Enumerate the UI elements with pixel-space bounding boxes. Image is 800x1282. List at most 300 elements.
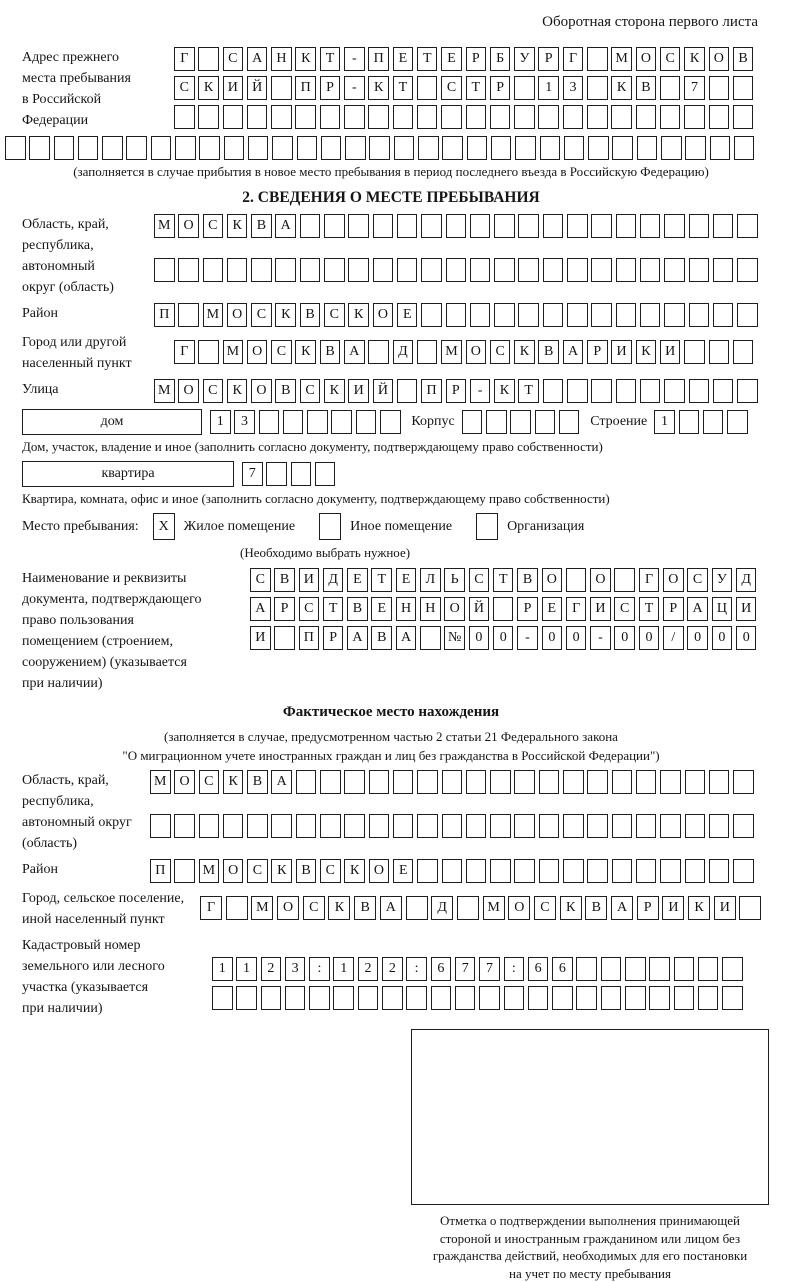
char-box[interactable]: [320, 770, 341, 794]
char-box[interactable]: С: [247, 859, 268, 883]
char-box[interactable]: [224, 136, 245, 160]
char-box[interactable]: [601, 957, 622, 981]
char-box[interactable]: К: [227, 214, 248, 238]
char-box[interactable]: 2: [261, 957, 282, 981]
char-box[interactable]: 0: [614, 626, 635, 650]
char-box[interactable]: [248, 136, 269, 160]
char-box[interactable]: [275, 258, 296, 282]
char-box[interactable]: [710, 136, 731, 160]
char-box[interactable]: Г: [174, 340, 195, 364]
char-box[interactable]: [470, 258, 491, 282]
char-box[interactable]: [576, 957, 597, 981]
char-box[interactable]: А: [687, 597, 708, 621]
char-box[interactable]: [199, 814, 220, 838]
char-box[interactable]: О: [466, 340, 487, 364]
char-box[interactable]: №: [444, 626, 465, 650]
char-box[interactable]: Р: [446, 379, 467, 403]
char-box[interactable]: К: [688, 896, 710, 920]
char-box[interactable]: [566, 568, 587, 592]
char-box[interactable]: 1: [654, 410, 675, 434]
char-box[interactable]: О: [663, 568, 684, 592]
char-box[interactable]: 7: [455, 957, 476, 981]
char-box[interactable]: [151, 136, 172, 160]
char-box[interactable]: М: [611, 47, 632, 71]
char-box[interactable]: [514, 814, 535, 838]
char-box[interactable]: [333, 986, 354, 1010]
char-box[interactable]: П: [421, 379, 442, 403]
char-box[interactable]: [514, 859, 535, 883]
char-box[interactable]: [397, 258, 418, 282]
char-box[interactable]: [285, 986, 306, 1010]
char-box[interactable]: К: [368, 76, 389, 100]
char-box[interactable]: К: [514, 340, 535, 364]
char-box[interactable]: 1: [236, 957, 257, 981]
char-box[interactable]: [457, 896, 479, 920]
char-box[interactable]: [737, 214, 758, 238]
char-box[interactable]: [344, 814, 365, 838]
char-box[interactable]: [247, 814, 268, 838]
char-box[interactable]: С: [534, 896, 556, 920]
char-box[interactable]: [490, 105, 511, 129]
char-box[interactable]: С: [250, 568, 271, 592]
char-box[interactable]: [674, 957, 695, 981]
char-box[interactable]: П: [299, 626, 320, 650]
char-box[interactable]: [307, 410, 328, 434]
char-box[interactable]: [300, 214, 321, 238]
char-box[interactable]: К: [636, 340, 657, 364]
char-box[interactable]: И: [714, 896, 736, 920]
char-box[interactable]: [614, 568, 635, 592]
char-box[interactable]: [601, 986, 622, 1010]
char-box[interactable]: [417, 770, 438, 794]
char-box[interactable]: [664, 214, 685, 238]
char-box[interactable]: И: [662, 896, 684, 920]
char-box[interactable]: Р: [517, 597, 538, 621]
char-box[interactable]: А: [344, 340, 365, 364]
char-box[interactable]: Т: [323, 597, 344, 621]
char-box[interactable]: И: [590, 597, 611, 621]
char-box[interactable]: [640, 303, 661, 327]
char-box[interactable]: О: [174, 770, 195, 794]
char-box[interactable]: [538, 105, 559, 129]
checkbox-other-premises[interactable]: [319, 513, 341, 540]
char-box[interactable]: [733, 814, 754, 838]
char-box[interactable]: [543, 303, 564, 327]
char-box[interactable]: С: [614, 597, 635, 621]
char-box[interactable]: Р: [320, 76, 341, 100]
char-box[interactable]: М: [203, 303, 224, 327]
char-box[interactable]: [734, 136, 755, 160]
char-box[interactable]: [504, 986, 525, 1010]
char-box[interactable]: [324, 214, 345, 238]
char-box[interactable]: С: [203, 214, 224, 238]
char-box[interactable]: И: [611, 340, 632, 364]
char-box[interactable]: :: [504, 957, 525, 981]
char-box[interactable]: О: [373, 303, 394, 327]
char-box[interactable]: [737, 258, 758, 282]
char-box[interactable]: [518, 214, 539, 238]
char-box[interactable]: [737, 379, 758, 403]
char-box[interactable]: М: [154, 379, 175, 403]
char-box[interactable]: [283, 410, 304, 434]
char-box[interactable]: [636, 770, 657, 794]
char-box[interactable]: К: [328, 896, 350, 920]
char-box[interactable]: 0: [687, 626, 708, 650]
char-box[interactable]: [625, 957, 646, 981]
char-box[interactable]: К: [324, 379, 345, 403]
char-box[interactable]: [442, 859, 463, 883]
char-box[interactable]: К: [223, 770, 244, 794]
char-box[interactable]: [689, 258, 710, 282]
char-box[interactable]: О: [709, 47, 730, 71]
char-box[interactable]: [737, 303, 758, 327]
char-box[interactable]: О: [444, 597, 465, 621]
char-box[interactable]: [226, 896, 248, 920]
char-box[interactable]: [446, 258, 467, 282]
char-box[interactable]: [373, 258, 394, 282]
char-box[interactable]: Р: [538, 47, 559, 71]
char-box[interactable]: С: [687, 568, 708, 592]
char-box[interactable]: 2: [358, 957, 379, 981]
char-box[interactable]: [660, 76, 681, 100]
char-box[interactable]: [251, 258, 272, 282]
char-box[interactable]: Б: [490, 47, 511, 71]
char-box[interactable]: В: [538, 340, 559, 364]
char-box[interactable]: [320, 814, 341, 838]
char-box[interactable]: О: [178, 379, 199, 403]
char-box[interactable]: [518, 258, 539, 282]
char-box[interactable]: [494, 303, 515, 327]
char-box[interactable]: [576, 986, 597, 1010]
char-box[interactable]: М: [251, 896, 273, 920]
char-box[interactable]: [406, 896, 428, 920]
char-box[interactable]: [563, 814, 584, 838]
char-box[interactable]: [212, 986, 233, 1010]
char-box[interactable]: С: [299, 597, 320, 621]
char-box[interactable]: [373, 214, 394, 238]
char-box[interactable]: [348, 214, 369, 238]
char-box[interactable]: 3: [234, 410, 255, 434]
char-box[interactable]: [418, 136, 439, 160]
char-box[interactable]: Ц: [712, 597, 733, 621]
char-box[interactable]: [198, 47, 219, 71]
char-box[interactable]: Ь: [444, 568, 465, 592]
char-box[interactable]: [296, 770, 317, 794]
char-box[interactable]: [295, 105, 316, 129]
char-box[interactable]: М: [223, 340, 244, 364]
char-box[interactable]: Д: [736, 568, 757, 592]
char-box[interactable]: [320, 105, 341, 129]
char-box[interactable]: [709, 814, 730, 838]
char-box[interactable]: [494, 258, 515, 282]
char-box[interactable]: [649, 957, 670, 981]
char-box[interactable]: У: [514, 47, 535, 71]
char-box[interactable]: [380, 410, 401, 434]
char-box[interactable]: О: [636, 47, 657, 71]
char-box[interactable]: [466, 859, 487, 883]
char-box[interactable]: [587, 770, 608, 794]
char-box[interactable]: [466, 105, 487, 129]
char-box[interactable]: [591, 379, 612, 403]
char-box[interactable]: Р: [323, 626, 344, 650]
char-box[interactable]: М: [199, 859, 220, 883]
char-box[interactable]: [491, 136, 512, 160]
char-box[interactable]: 6: [528, 957, 549, 981]
char-box[interactable]: В: [300, 303, 321, 327]
char-box[interactable]: 6: [552, 957, 573, 981]
char-box[interactable]: 0: [493, 626, 514, 650]
char-box[interactable]: Н: [420, 597, 441, 621]
char-box[interactable]: [514, 770, 535, 794]
char-box[interactable]: [417, 76, 438, 100]
char-box[interactable]: А: [247, 47, 268, 71]
char-box[interactable]: О: [223, 859, 244, 883]
char-box[interactable]: [616, 258, 637, 282]
char-box[interactable]: [421, 303, 442, 327]
char-box[interactable]: 2: [382, 957, 403, 981]
char-box[interactable]: 1: [212, 957, 233, 981]
char-box[interactable]: [567, 258, 588, 282]
char-box[interactable]: К: [560, 896, 582, 920]
char-box[interactable]: [331, 410, 352, 434]
char-box[interactable]: [514, 105, 535, 129]
char-box[interactable]: [102, 136, 123, 160]
char-box[interactable]: Е: [393, 47, 414, 71]
char-box[interactable]: [636, 814, 657, 838]
char-box[interactable]: О: [277, 896, 299, 920]
char-box[interactable]: [733, 859, 754, 883]
char-box[interactable]: [417, 340, 438, 364]
char-box[interactable]: [510, 410, 531, 434]
char-box[interactable]: А: [347, 626, 368, 650]
char-box[interactable]: С: [199, 770, 220, 794]
char-box[interactable]: [587, 47, 608, 71]
char-box[interactable]: Р: [587, 340, 608, 364]
char-box[interactable]: [703, 410, 724, 434]
char-box[interactable]: О: [542, 568, 563, 592]
char-box[interactable]: Т: [466, 76, 487, 100]
char-box[interactable]: О: [369, 859, 390, 883]
char-box[interactable]: 3: [563, 76, 584, 100]
char-box[interactable]: [722, 957, 743, 981]
char-box[interactable]: С: [174, 76, 195, 100]
char-box[interactable]: [406, 986, 427, 1010]
char-box[interactable]: [660, 859, 681, 883]
char-box[interactable]: П: [295, 76, 316, 100]
char-box[interactable]: С: [324, 303, 345, 327]
char-box[interactable]: 7: [479, 957, 500, 981]
char-box[interactable]: 0: [542, 626, 563, 650]
char-box[interactable]: [470, 214, 491, 238]
char-box[interactable]: [223, 814, 244, 838]
char-box[interactable]: [567, 303, 588, 327]
char-box[interactable]: Р: [490, 76, 511, 100]
char-box[interactable]: Е: [397, 303, 418, 327]
char-box[interactable]: [382, 986, 403, 1010]
char-box[interactable]: 0: [469, 626, 490, 650]
char-box[interactable]: Е: [542, 597, 563, 621]
char-box[interactable]: [739, 896, 761, 920]
char-box[interactable]: [698, 957, 719, 981]
char-box[interactable]: Е: [396, 568, 417, 592]
char-box[interactable]: [528, 986, 549, 1010]
char-box[interactable]: Г: [200, 896, 222, 920]
char-box[interactable]: Т: [518, 379, 539, 403]
char-box[interactable]: [733, 770, 754, 794]
char-box[interactable]: [612, 136, 633, 160]
char-box[interactable]: [637, 136, 658, 160]
char-box[interactable]: [563, 105, 584, 129]
char-box[interactable]: В: [354, 896, 376, 920]
char-box[interactable]: [591, 214, 612, 238]
char-box[interactable]: [535, 410, 556, 434]
char-box[interactable]: С: [441, 76, 462, 100]
char-box[interactable]: [321, 136, 342, 160]
checkbox-organization[interactable]: [476, 513, 498, 540]
char-box[interactable]: [588, 136, 609, 160]
char-box[interactable]: К: [684, 47, 705, 71]
char-box[interactable]: Н: [396, 597, 417, 621]
char-box[interactable]: И: [660, 340, 681, 364]
char-box[interactable]: К: [198, 76, 219, 100]
char-box[interactable]: А: [275, 214, 296, 238]
char-box[interactable]: М: [441, 340, 462, 364]
char-box[interactable]: 0: [712, 626, 733, 650]
char-box[interactable]: [431, 986, 452, 1010]
char-box[interactable]: [417, 814, 438, 838]
char-box[interactable]: И: [736, 597, 757, 621]
char-box[interactable]: [640, 258, 661, 282]
char-box[interactable]: [494, 214, 515, 238]
char-box[interactable]: Й: [373, 379, 394, 403]
char-box[interactable]: [660, 770, 681, 794]
char-box[interactable]: С: [303, 896, 325, 920]
char-box[interactable]: [394, 136, 415, 160]
char-box[interactable]: Т: [393, 76, 414, 100]
char-box[interactable]: [591, 303, 612, 327]
char-box[interactable]: [421, 258, 442, 282]
char-box[interactable]: [272, 136, 293, 160]
char-box[interactable]: [698, 986, 719, 1010]
char-box[interactable]: С: [660, 47, 681, 71]
char-box[interactable]: [466, 814, 487, 838]
char-box[interactable]: [713, 258, 734, 282]
char-box[interactable]: [393, 814, 414, 838]
char-box[interactable]: [661, 136, 682, 160]
char-box[interactable]: [259, 410, 280, 434]
char-box[interactable]: В: [517, 568, 538, 592]
char-box[interactable]: [689, 303, 710, 327]
char-box[interactable]: [467, 136, 488, 160]
char-box[interactable]: [563, 859, 584, 883]
char-box[interactable]: Р: [663, 597, 684, 621]
char-box[interactable]: [490, 859, 511, 883]
char-box[interactable]: [664, 303, 685, 327]
char-box[interactable]: О: [590, 568, 611, 592]
char-box[interactable]: [539, 859, 560, 883]
char-box[interactable]: Г: [566, 597, 587, 621]
char-box[interactable]: В: [247, 770, 268, 794]
char-box[interactable]: [455, 986, 476, 1010]
char-box[interactable]: [297, 136, 318, 160]
char-box[interactable]: :: [309, 957, 330, 981]
char-box[interactable]: [733, 340, 754, 364]
char-box[interactable]: [466, 770, 487, 794]
char-box[interactable]: Т: [371, 568, 392, 592]
char-box[interactable]: [227, 258, 248, 282]
char-box[interactable]: [356, 410, 377, 434]
char-box[interactable]: [587, 814, 608, 838]
char-box[interactable]: [5, 136, 26, 160]
char-box[interactable]: С: [469, 568, 490, 592]
char-box[interactable]: [684, 340, 705, 364]
char-box[interactable]: [713, 303, 734, 327]
char-box[interactable]: [178, 258, 199, 282]
char-box[interactable]: [274, 626, 295, 650]
char-box[interactable]: С: [271, 340, 292, 364]
char-box[interactable]: [420, 626, 441, 650]
char-box[interactable]: [296, 814, 317, 838]
char-box[interactable]: [709, 76, 730, 100]
char-box[interactable]: 0: [736, 626, 757, 650]
char-box[interactable]: 0: [639, 626, 660, 650]
char-box[interactable]: [685, 859, 706, 883]
char-box[interactable]: [369, 770, 390, 794]
char-box[interactable]: [78, 136, 99, 160]
char-box[interactable]: К: [295, 340, 316, 364]
char-box[interactable]: С: [251, 303, 272, 327]
char-box[interactable]: [223, 105, 244, 129]
char-box[interactable]: :: [406, 957, 427, 981]
char-box[interactable]: [397, 379, 418, 403]
char-box[interactable]: [174, 859, 195, 883]
checkbox-residential[interactable]: X: [153, 513, 175, 540]
char-box[interactable]: 7: [242, 462, 263, 486]
char-box[interactable]: К: [275, 303, 296, 327]
char-box[interactable]: В: [371, 626, 392, 650]
char-box[interactable]: [539, 814, 560, 838]
char-box[interactable]: [199, 136, 220, 160]
char-box[interactable]: [679, 410, 700, 434]
char-box[interactable]: [684, 105, 705, 129]
char-box[interactable]: 1: [333, 957, 354, 981]
char-box[interactable]: П: [154, 303, 175, 327]
char-box[interactable]: [543, 258, 564, 282]
char-box[interactable]: [358, 986, 379, 1010]
char-box[interactable]: [309, 986, 330, 1010]
char-box[interactable]: [417, 859, 438, 883]
char-box[interactable]: И: [348, 379, 369, 403]
char-box[interactable]: [442, 770, 463, 794]
char-box[interactable]: [591, 258, 612, 282]
char-box[interactable]: В: [274, 568, 295, 592]
char-box[interactable]: [563, 770, 584, 794]
char-box[interactable]: [493, 597, 514, 621]
char-box[interactable]: [150, 814, 171, 838]
char-box[interactable]: [236, 986, 257, 1010]
char-box[interactable]: А: [563, 340, 584, 364]
char-box[interactable]: [174, 814, 195, 838]
char-box[interactable]: К: [344, 859, 365, 883]
char-box[interactable]: С: [203, 379, 224, 403]
char-box[interactable]: О: [178, 214, 199, 238]
char-box[interactable]: Р: [637, 896, 659, 920]
char-box[interactable]: [300, 258, 321, 282]
char-box[interactable]: И: [223, 76, 244, 100]
char-box[interactable]: [54, 136, 75, 160]
house-box[interactable]: дом: [22, 409, 202, 435]
char-box[interactable]: [315, 462, 336, 486]
